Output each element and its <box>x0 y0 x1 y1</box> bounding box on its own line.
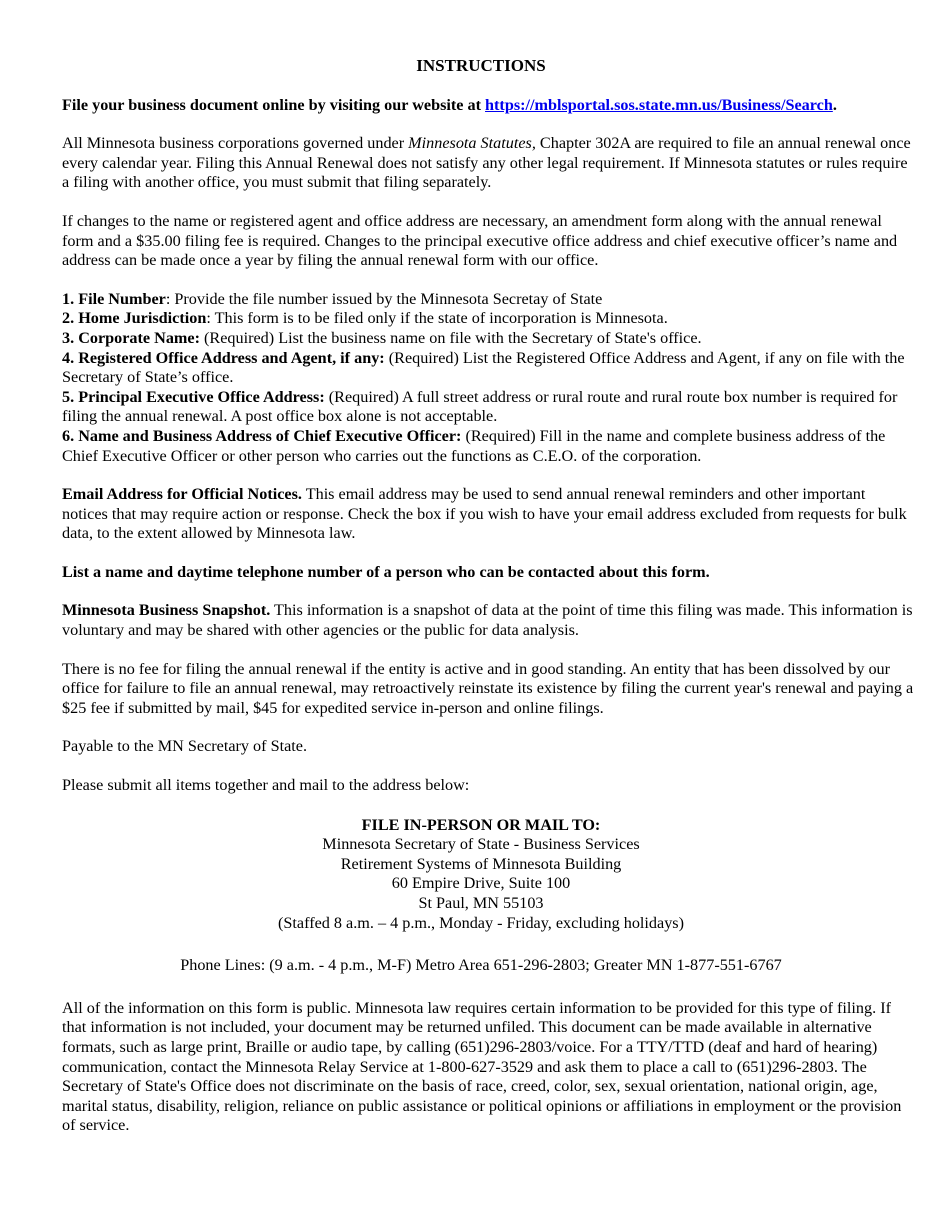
email-label: Email Address for Official Notices. <box>62 485 302 504</box>
page-title: INSTRUCTIONS <box>416 56 546 75</box>
snapshot-label: Minnesota Business Snapshot. <box>62 601 271 620</box>
address-heading <box>48 816 914 836</box>
item-text: (Required) List the business name on file with the Secretary of State's office. <box>200 328 702 347</box>
address-line-street: 60 Empire Drive, Suite 100 <box>391 874 571 893</box>
email-text: This email address may be used to send annual renewal reminders and other important notices that may require action or response. Check the box if you wish to have your email address excluded from requests for bulk data, to the extent allowed by Minnesota law. <box>62 485 907 543</box>
address-line-hours: (Staffed 8 a.m. – 4 p.m., Monday - Friday, excluding holidays) <box>278 913 684 932</box>
online-filing-prefix: File your business document online by visiting our website at <box>62 95 486 114</box>
address-line-building: Retirement Systems of Minnesota Building <box>340 854 622 873</box>
snapshot-text: This information is a snapshot of data at the point of time this filing was made. This information is voluntary and may be shared with other agencies or the public for data analysis. <box>62 601 913 640</box>
fee-paragraph: There is no fee for filing the annual renewal if the entity is active and in good standing. An entity that has been dissolved by our office for failure to file an annual renewal, may retroactively reinstate its existence by filing the current year's renewal and paying a $25 fee if submitted by mail, $45 for expedited service in-person and online filings. <box>62 659 914 717</box>
address-line-city: St Paul, MN 55103 <box>418 894 544 912</box>
instruction-item-corporate-name <box>62 329 914 349</box>
item-text: : This form is to be filed only if the state of incorporation is Minnesota. <box>206 309 668 328</box>
instruction-item-chief-executive <box>62 427 914 466</box>
item-text: : Provide the file number issued by the Minnesota Secretay of State <box>165 289 603 308</box>
intro-statute: Minnesota Statutes, <box>408 134 536 153</box>
instruction-items <box>62 290 914 466</box>
item-text: (Required) List the Registered Office Address and Agent, if any on file with the Secretary of State’s office. <box>62 348 905 387</box>
online-filing-suffix: . <box>832 95 837 114</box>
email-paragraph <box>62 485 914 544</box>
item-label: 5. Principal Executive Office Address: <box>62 387 325 406</box>
contact-paragraph <box>62 563 914 583</box>
intro-paragraph <box>62 134 914 193</box>
instruction-item-registered-office <box>62 349 914 388</box>
instruction-item-principal-office <box>62 388 914 427</box>
instruction-item-home-jurisdiction <box>62 309 914 329</box>
online-filing-notice <box>62 96 914 116</box>
instructions-page <box>62 56 914 1136</box>
item-label: 6. Name and Business Address of Chief Executive Officer: <box>62 426 462 445</box>
item-text: (Required) Fill in the name and complete business address of the Chief Executive Officer or other person who carries out the functions as C.E.O. of the corporation. <box>62 426 886 465</box>
item-text: (Required) A full street address or rural route and rural route box number is required for filing the annual renewal. A post office box alone is not acceptable. <box>62 387 898 426</box>
business-search-link[interactable]: https://mblsportal.sos.state.mn.us/Business/Search <box>485 95 833 114</box>
contact-text: List a name and daytime telephone number of a person who can be contacted about this form. <box>62 562 710 581</box>
item-label: 1. File Number <box>62 289 166 308</box>
address-heading-text: FILE IN-PERSON OR MAIL TO: <box>361 815 601 834</box>
submit-paragraph: Please submit all items together and mail to the address below: <box>62 776 470 795</box>
phone-lines: Phone Lines: (9 a.m. - 4 p.m., M-F) Metro Area 651-296-2803; Greater MN 1-877-551-6767 <box>180 956 782 975</box>
snapshot-paragraph <box>62 601 914 640</box>
intro-after: Chapter 302A are required to file an annual renewal once every calendar year. Filing this Annual Renewal does not satisfy any other legal requirement. If Minnesota statutes or rules require a filing with another office, you must submit that filing separately. <box>62 134 911 192</box>
item-label: 2. Home Jurisdiction <box>62 309 207 328</box>
intro-before: All Minnesota business corporations governed under <box>62 134 409 153</box>
item-label: 4. Registered Office Address and Agent, if any: <box>62 348 385 367</box>
public-notice-paragraph: All of the information on this form is public. Minnesota law requires certain information to be provided for this type of filing. If that information is not included, your document may be returned unfiled. This document can be made available in alternative formats, such as large print, Braille or audio tape, by calling (651)296-2803/voice. For a TTY/TTD (deaf and hard of hearing) communication, contact the Minnesota Relay Service at 1-800-627-3529 and ask them to place a call to (651)296-2803. The Secretary of State's Office does not discriminate on the basis of race, creed, color, sex, sexual orientation, national origin, age, marital status, disability, religion, reliance on public assistance or political opinions or affiliations in employment or the provision of service. <box>62 998 902 1135</box>
instruction-item-file-number <box>62 290 914 310</box>
address-line-office: Minnesota Secretary of State - Business Services <box>322 835 640 854</box>
payable-paragraph: Payable to the MN Secretary of State. <box>62 737 307 756</box>
changes-paragraph: If changes to the name or registered agent and office address are necessary, an amendment form along with the annual renewal form and a $35.00 filing fee is required. Changes to the principal executive office address and chief executive officer’s name and address can be made once a year by filing the annual renewal form with our office. <box>62 211 898 270</box>
mailing-address-block <box>48 816 914 934</box>
item-label: 3. Corporate Name: <box>62 328 200 347</box>
